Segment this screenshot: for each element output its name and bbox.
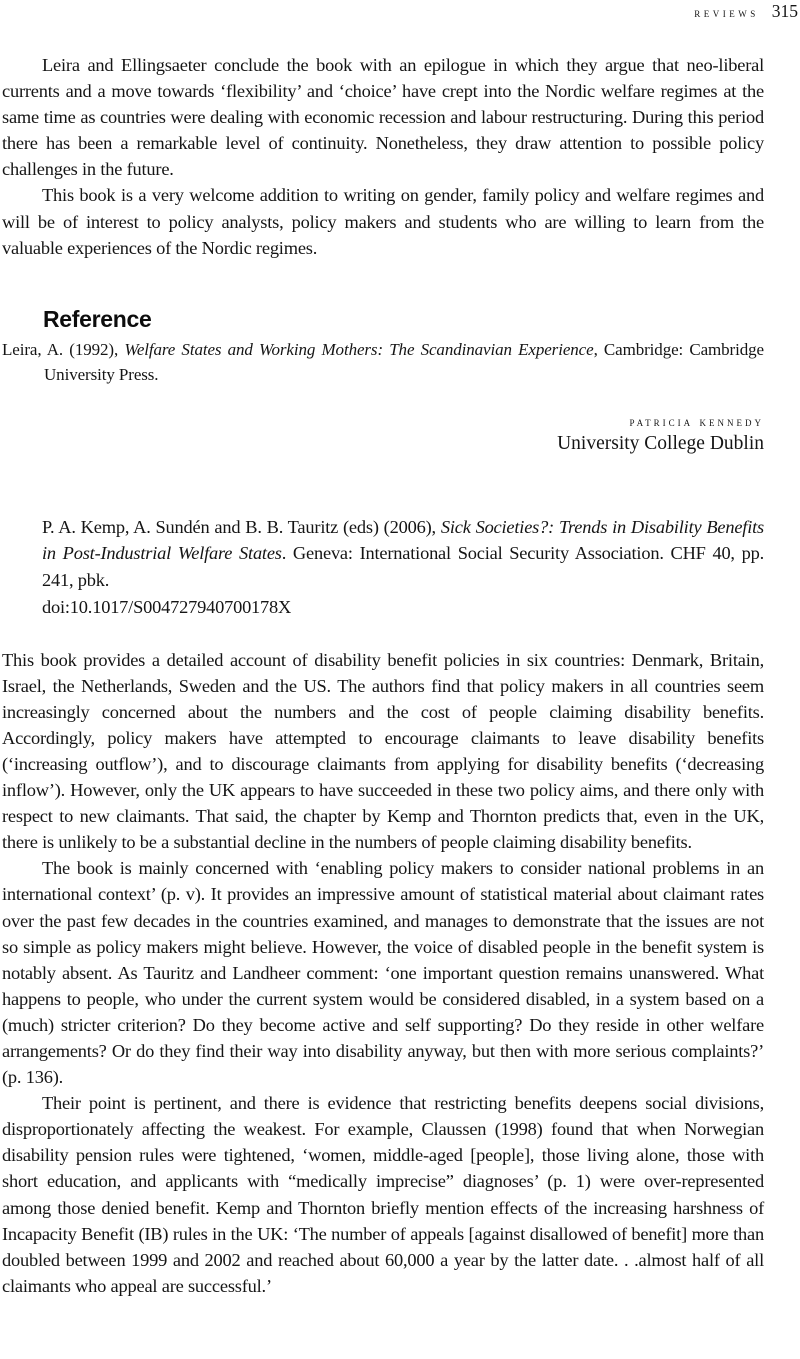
review-paragraph: The book is mainly concerned with ‘enabling policy makers to consider national problems in an international context’ (p. v). It provides an impressive amount of statistical material about claimant rates over the past few decades in the countries examined, and manages to demonstrate that the issues are not so simple as policy makers might believe. However, the voice of disabled people in the benefit system is notably absent. As Tauritz and Landheer comment: ‘one important question remains unanswered. What happens to people, who under the current system would be considered disabled, in a system based on a (much) stricter criterion? Do they become active and self supporting? Do they reside in other welfare arrangements? Or do they find their way into disability anyway, but then with more serious complaints?’ (p. 136). (2, 858, 764, 1088)
citation-publication-details: . Geneva: International Social Security Association. CHF 40, pp. 241, pbk. (42, 543, 764, 591)
reference-heading: Reference (43, 305, 152, 332)
review-paragraph: Their point is pertinent, and there is evidence that restricting benefits deepens social divisions, disproportionately affecting the weakest. For example, Claussen (1998) found that when Norwegian disability pension rules were tightened, ‘women, middle-aged [people], those living alone, those with short education, and applicants with “medically imprecise” diagnoses’ (p. 1) were over-represented among those denied benefit. Kemp and Thornton briefly mention effects of the increasing harshness of Incapacity Benefit (IB) rules in the UK: ‘The number of appeals [against disallowed of benefit] more than doubled between 1999 and 2002 and reached about 60,000 a year by the latter date. . .almost half of all claimants who appeal are successful.’ (2, 1093, 764, 1296)
review-body (2, 647, 764, 1299)
reviewer-affiliation: University College Dublin (557, 432, 764, 454)
review-paragraph: This book provides a detailed account of disability benefit policies in six countries: Denmark, Britain, Israel, the Netherlands, Sweden and the US. The authors find that policy makers in all countries seem increasingly concerned about the numbers and the cost of people claiming disability benefits. Accordingly, policy makers have attempted to encourage claimants to leave disability benefits (‘increasing outflow’), and to discourage claimants from applying for disability benefits (‘decreasing inflow’). However, only the UK appears to have succeeded in these two policy aims, and there only with respect to new claimants. That said, the chapter by Kemp and Thornton predicts that, even in the UK, there is unlikely to be a substantial decline in the numbers of people claiming disability benefits. (2, 649, 764, 853)
previous-review-paragraph: Leira and Ellingsaeter conclude the book with an epilogue in which they argue that neo-liberal currents and a move towards ‘flexibility’ and ‘choice’ have crept into the Nordic welfare regimes at the same time as countries were dealing with economic recession and labour restructuring. During this period there has been a remarkable level of continuity. Nonetheless, they draw attention to possible policy challenges in the future. (2, 55, 764, 180)
running-head-section-label: reviews (694, 5, 759, 20)
book-citation (42, 514, 764, 594)
page-content (2, 52, 764, 1299)
reference-entry (2, 337, 764, 388)
reference-authors-year: Leira, A. (1992), (2, 339, 125, 359)
running-head (694, 1, 798, 22)
reviewer-signature (2, 413, 764, 457)
previous-review-paragraph: This book is a very welcome addition to writing on gender, family policy and welfare regimes and will be of interest to policy analysts, policy makers and students who are willing to learn from the valuable experiences of the Nordic regimes. (2, 185, 764, 258)
citation-editors-year: P. A. Kemp, A. Sundén and B. B. Tauritz (eds) (2006), (42, 516, 441, 537)
doi: doi:10.1017/S004727940700178X (42, 596, 292, 617)
page-number: 315 (771, 1, 798, 21)
book-citation-block (42, 514, 764, 621)
reference-publisher: , Cambridge: Cambridge University Press. (44, 339, 764, 385)
citation-book-title: Sick Societies?: Trends in Disability Benefits in Post-Industrial Welfare States (42, 516, 764, 564)
reviewer-name: patricia kennedy (629, 413, 764, 429)
reference-book-title: Welfare States and Working Mothers: The Scandinavian Experience (124, 339, 594, 359)
